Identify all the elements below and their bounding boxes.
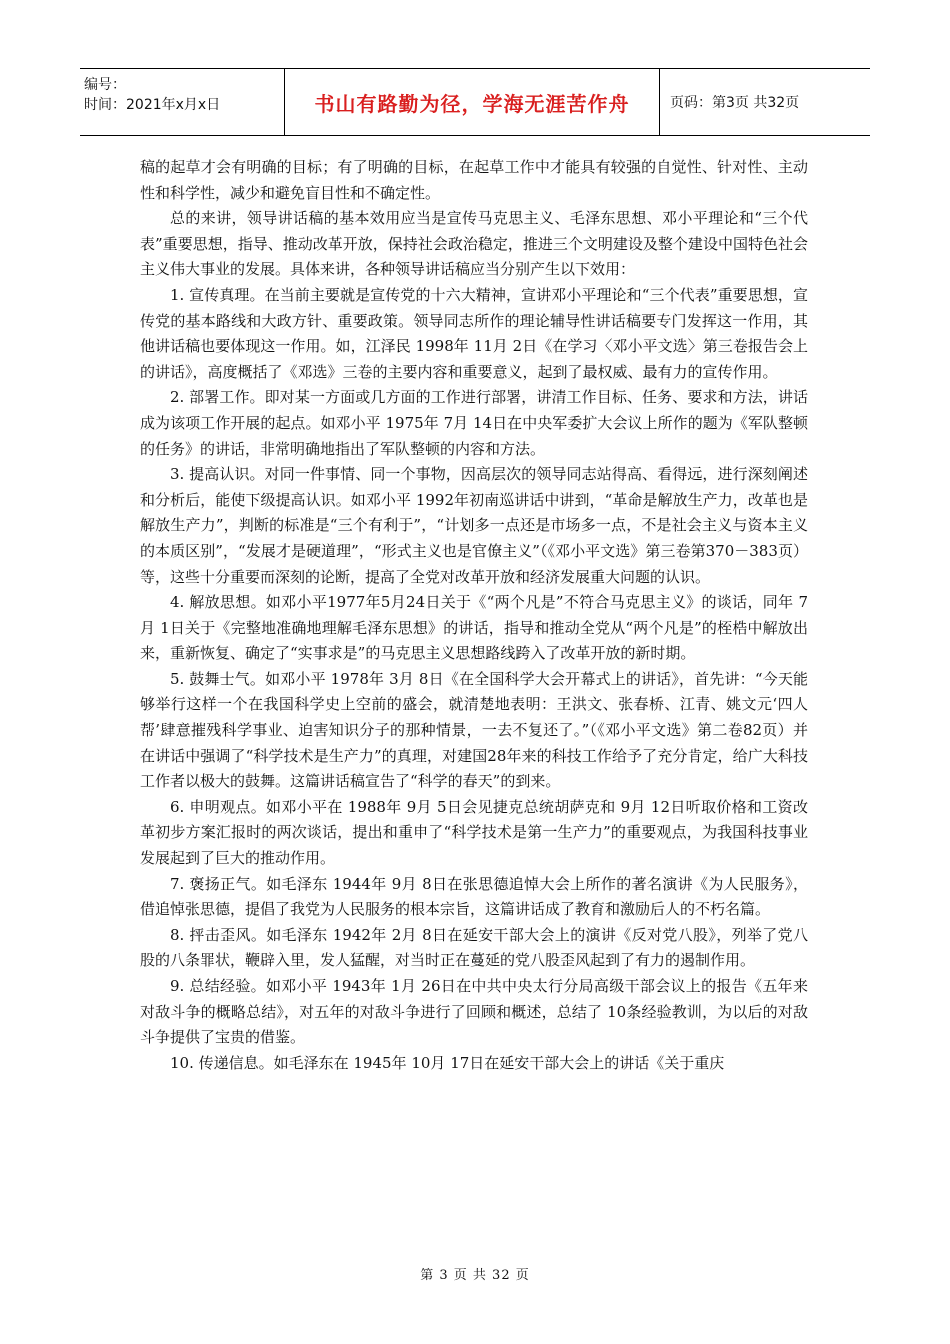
page-footer: 第 3 页 共 32 页 bbox=[420, 1268, 530, 1283]
page-header bbox=[80, 68, 870, 136]
header-page-label: 页码：第3页 共32页 bbox=[670, 95, 800, 111]
document-body bbox=[140, 155, 808, 1076]
document-time-label: 时间：2021年x月x日 bbox=[84, 97, 221, 113]
header-motto: 书山有路勤为径，学海无涯苦作舟 bbox=[285, 69, 660, 135]
paragraph: 9. 总结经验。如邓小平 1943年 1月 26日在中共中央太行分局高级干部会议上的报告《五年来对敌斗争的概略总结》，对五年的对敌斗争进行了回顾和概述，总结了 10条经验教训，为以后的对敌斗争提供了宝贵的借鉴。 bbox=[140, 977, 808, 1047]
paragraph: 1. 宣传真理。在当前主要就是宣传党的十六大精神，宣讲邓小平理论和“三个代表”重要思想，宣传党的基本路线和大政方针、重要政策。领导同志所作的理论辅导性讲话稿要专门发挥这一作用，其他讲话稿也要体现这一作用。如，江泽民 1998年 11月 2日《在学习〈邓小平文选〉第三卷报告会上的讲话》，高度概括了《邓选》三卷的主要内容和重要意义，起到了最权威、最有力的宣传作用。 bbox=[140, 285, 808, 381]
paragraph: 10. 传递信息。如毛泽东在 1945年 10月 17日在延安干部大会上的讲话《关于重庆 bbox=[170, 1053, 725, 1072]
document-number-label: 编号： bbox=[84, 77, 126, 93]
paragraph: 5. 鼓舞士气。如邓小平 1978年 3月 8日《在全国科学大会开幕式上的讲话》，首先讲：“今天能够举行这样一个在我国科学史上空前的盛会，就清楚地表明：王洪文、张春桥、江青、姚文元‘四人帮’肆意摧残科学事业、迫害知识分子的那种情景，一去不复还了。”（《邓小平文选》第二卷82页）并在讲话中强调了“科学技术是生产力”的真理，对建国28年来的科技工作给予了充分肯定，给广大科技工作者以极大的鼓舞。这篇讲话稿宣告了“科学的春天”的到来。 bbox=[140, 669, 808, 791]
paragraph: 总的来讲，领导讲话稿的基本效用应当是宣传马克思主义、毛泽东思想、邓小平理论和“三个代表”重要思想，指导、推动改革开放，保持社会政治稳定，推进三个文明建设及整个建设中国特色社会主义伟大事业的发展。具体来讲，各种领导讲话稿应当分别产生以下效用： bbox=[140, 209, 808, 279]
paragraph: 稿的起草才会有明确的目标；有了明确的目标，在起草工作中才能具有较强的自觉性、针对性、主动性和科学性，减少和避免盲目性和不确定性。 bbox=[140, 158, 808, 202]
paragraph: 6. 申明观点。如邓小平在 1988年 9月 5日会见捷克总统胡萨克和 9月 12日听取价格和工资改革初步方案汇报时的两次谈话，提出和重申了“科学技术是第一生产力”的重要观点，为我国科技事业发展起到了巨大的推动作用。 bbox=[140, 797, 808, 868]
paragraph: 4. 解放思想。如邓小平1977年5月24日关于《“两个凡是”不符合马克思主义》的谈话，同年 7月 1日关于《完整地准确地理解毛泽东思想》的讲话，指导和推动全党从“两个凡是”的桎梏中解放出来，重新恢复、确定了“实事求是”的马克思主义思想路线跨入了改革开放的新时期。 bbox=[140, 593, 808, 663]
paragraph: 8. 抨击歪风。如毛泽东 1942年 2月 8日在延安干部大会上的演讲《反对党八股》，列举了党八股的八条罪状，鞭辟入里，发人猛醒，对当时正在蔓延的党八股歪风起到了有力的遏制作用。 bbox=[140, 925, 808, 970]
paragraph: 7. 褒扬正气。如毛泽东 1944年 9月 8日在张思德追悼大会上所作的著名演讲《为人民服务》，借追悼张思德，提倡了我党为人民服务的根本宗旨，这篇讲话成了教育和激励后人的不朽名篇。 bbox=[140, 874, 808, 919]
paragraph: 3. 提高认识。对同一件事情、同一个事物，因高层次的领导同志站得高、看得远，进行深刻阐述和分析后，能使下级提高认识。如邓小平 1992年初南巡讲话中讲到，“革命是解放生产力，改革也是解放生产力”，判断的标准是“三个有利于”，“计划多一点还是市场多一点，不是社会主义与资本主义的本质区别”，“发展才是硬道理”，“形式主义也是官僚主义”（《邓小平文选》第三卷第370－383页）等，这些十分重要而深刻的论断，提高了全党对改革开放和经济发展重大问题的认识。 bbox=[140, 465, 808, 586]
paragraph: 2. 部署工作。即对某一方面或几方面的工作进行部署，讲清工作目标、任务、要求和方法，讲话成为该项工作开展的起点。如邓小平 1975年 7月 14日在中央军委扩大会议上所作的题为《军队整顿的任务》的讲话，非常明确地指出了军队整顿的内容和方法。 bbox=[140, 388, 808, 458]
header-meta bbox=[80, 69, 285, 135]
